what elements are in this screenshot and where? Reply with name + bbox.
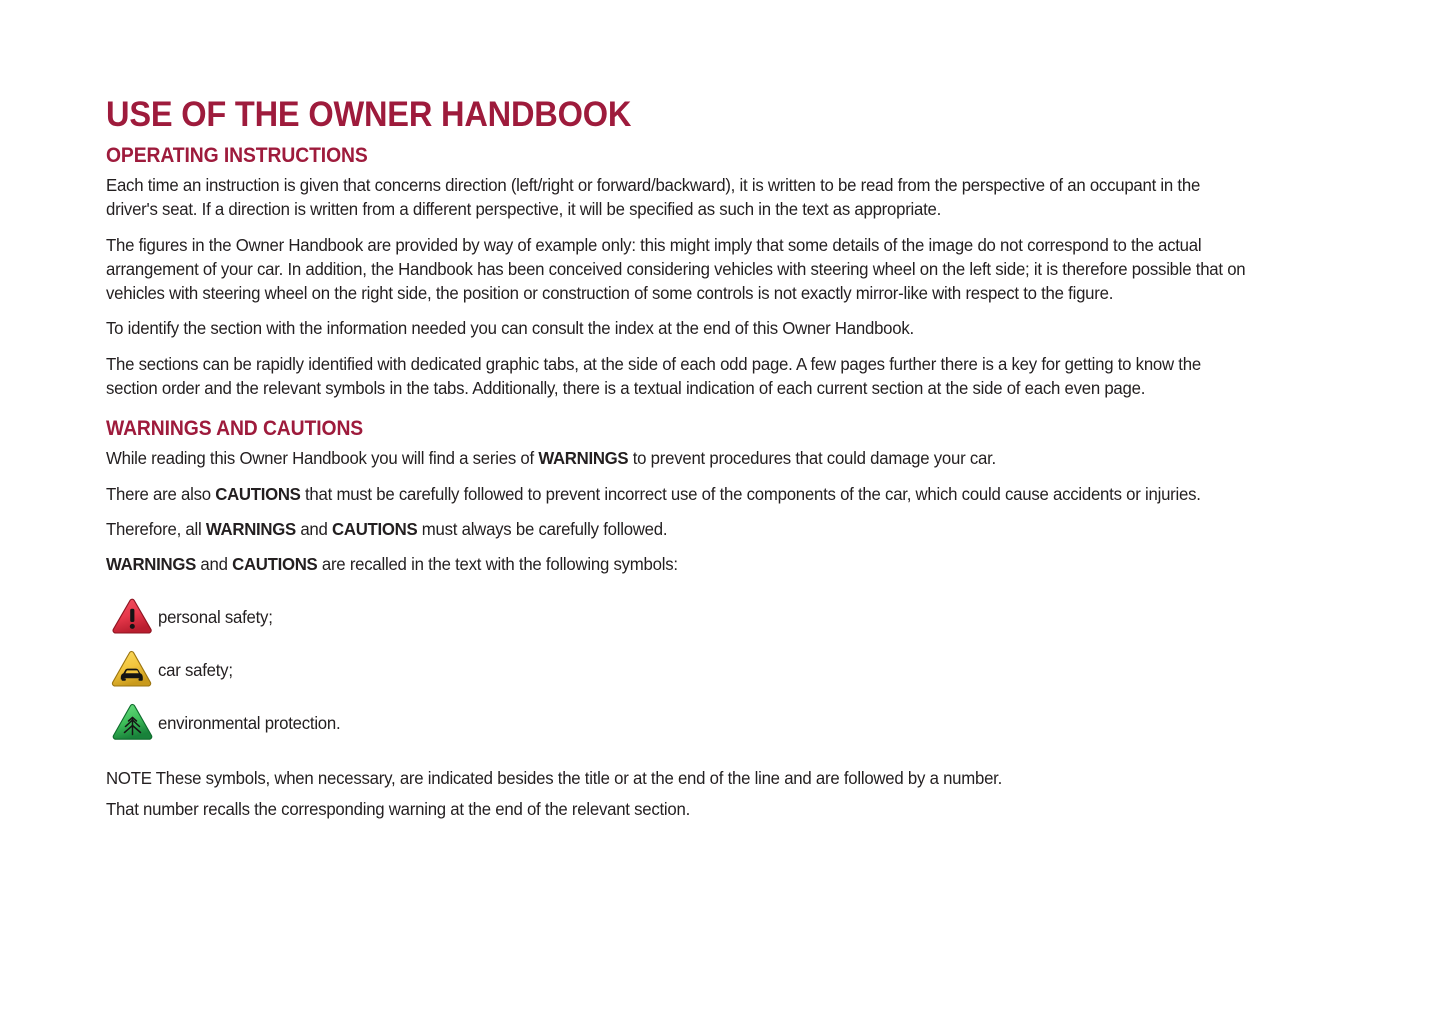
paragraph-index: To identify the section with the information needed you can consult the index at the end of this Owner Handbook. bbox=[106, 318, 914, 339]
text-fragment: to prevent procedures that could damage your car. bbox=[628, 448, 996, 469]
red-warning-triangle-exclamation-icon bbox=[106, 593, 158, 641]
text-fragment: are recalled in the text with the following symbols: bbox=[317, 554, 678, 575]
emphasis-warnings: WARNINGS bbox=[205, 518, 296, 539]
legend-item-environmental-protection bbox=[106, 697, 1288, 750]
legend-item-car-safety bbox=[106, 644, 1288, 697]
paragraph-graphic-tabs: The sections can be rapidly identified with dedicated graphic tabs, at the side of each odd page. A few pages further there is a key for getting to know the section order and the relevant symbols in the tabs. Additionally, there is a textual indication of each current section at the side of each even page. bbox=[106, 353, 1201, 399]
text-fragment: and bbox=[295, 518, 333, 539]
paragraph-perspective: Each time an instruction is given that concerns direction (left/right or forward/backward), it is written to be read from the perspective of an occupant in the driver's seat. If a direction is written from a different perspective, it will be specified as such in the text as appropriate. bbox=[106, 175, 1201, 220]
note-block bbox=[106, 766, 1288, 822]
yellow-warning-triangle-car-icon bbox=[106, 646, 158, 694]
text-fragment: must always be carefully followed. bbox=[417, 518, 668, 539]
text-fragment: There are also bbox=[106, 483, 216, 504]
emphasis-warnings: WARNINGS bbox=[538, 448, 629, 469]
section-heading-warnings-and-cautions: WARNINGS AND CAUTIONS bbox=[106, 417, 364, 441]
page-title: USE OF THE OWNER HANDBOOK bbox=[106, 95, 632, 134]
warning-symbol-legend bbox=[106, 591, 1288, 750]
text-fragment: and bbox=[195, 554, 233, 575]
text-fragment: Therefore, all bbox=[106, 518, 206, 539]
legend-item-personal-safety bbox=[106, 591, 1288, 644]
green-warning-triangle-tree-icon bbox=[106, 699, 158, 747]
legend-label-environmental-protection: environmental protection. bbox=[158, 713, 341, 734]
paragraph-follow-both bbox=[106, 517, 1247, 541]
section-heading-operating-instructions: OPERATING INSTRUCTIONS bbox=[106, 144, 368, 167]
emphasis-warnings: WARNINGS bbox=[106, 554, 196, 575]
text-fragment: While reading this Owner Handbook you will find a series of bbox=[106, 448, 539, 469]
page-content bbox=[106, 96, 1288, 828]
note-line-2: That number recalls the corresponding warning at the end of the relevant section. bbox=[106, 798, 691, 819]
paragraph-cautions-intro bbox=[106, 482, 1247, 506]
note-line-1: NOTE These symbols, when necessary, are indicated besides the title or at the end of the line and are followed by a number. bbox=[106, 767, 1003, 788]
paragraph-figures-example: The figures in the Owner Handbook are provided by way of example only: this might imply that some details of the image do not correspond to the actual arrangement of your car. In addition, the Handbook has been conceived considering vehicles with steering wheel on the left side; it is therefore possible that on vehicles with steering wheel on the right side, the position or construction of some controls is not exactly mirror-like with respect to the figure. bbox=[106, 234, 1246, 304]
paragraph-symbols-intro bbox=[106, 552, 1247, 576]
emphasis-cautions: CAUTIONS bbox=[332, 518, 418, 539]
paragraph-warnings-intro bbox=[106, 446, 1247, 470]
emphasis-cautions: CAUTIONS bbox=[215, 483, 301, 504]
text-fragment: that must be carefully followed to prevent incorrect use of the components of the car, which could cause accidents or injuries. bbox=[300, 483, 1201, 504]
legend-label-personal-safety: personal safety; bbox=[158, 607, 273, 628]
legend-label-car-safety: car safety; bbox=[158, 660, 233, 681]
emphasis-cautions: CAUTIONS bbox=[232, 554, 318, 575]
